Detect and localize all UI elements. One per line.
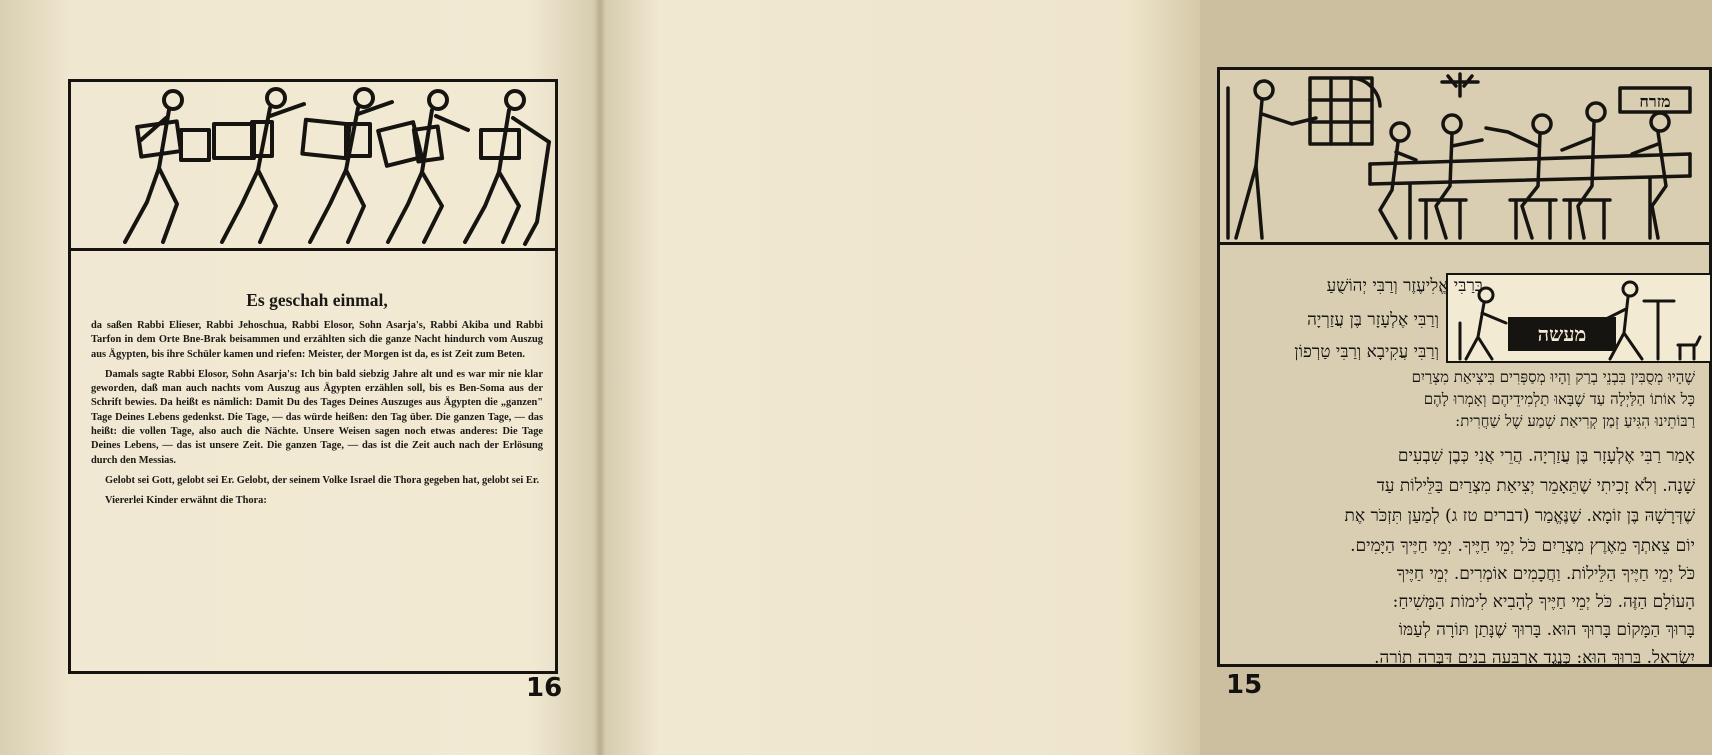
figure-4 (378, 91, 468, 242)
right-illustration-seder-table (1220, 70, 1709, 245)
page-number-right: 15 (1226, 670, 1263, 700)
hebrew-line-14: יִשְׂרָאֵל. בָּרוּךְ הוּא: כְּנֶגֶד אַרְבָּעָה בָנִים דִּבְּרָה תוֹרָה. (1374, 648, 1695, 668)
inset-illustration (1446, 273, 1712, 363)
right-page-frame (1217, 67, 1712, 667)
hebrew-line-4: שֶׁהָיוּ מְסֻבִּין בִּבְנֵי בְרַק וְהָיוּ מְסַפְּרִים בִּיצִיאַת מִצְרַיִם (1411, 368, 1695, 386)
standing-figure (1228, 81, 1316, 238)
paragraph-3: Gelobt sei Gott, gelobt sei Er. Gelobt, der seinem Volke Israel die Thora gegeben hat, gelobt sei Er. (105, 474, 540, 486)
hebrew-line-8: שָׁנָה. וְלֹא זָכִיתִי שֶׁתֵּאָמֵר יְצִיאַת מִצְרַיִם בַּלֵּילוֹת עַד (1376, 476, 1695, 496)
hebrew-line-2: וְרַבִּי אֶלְעָזָר בֶּן עֲזַרְיָה (1307, 310, 1439, 330)
left-page (0, 0, 600, 755)
window-drawing (1310, 78, 1380, 144)
left-page-frame (68, 79, 558, 674)
hebrew-line-12: הָעוֹלָם הַזֶּה. כֹּל יְמֵי חַיֶּיךָ לְהָבִיא לִימוֹת הַמָּשִׁיחַ: (1392, 592, 1695, 612)
hebrew-line-9: שֶׁדְּרָשָׁהּ בֶּן זוֹמָא. שֶׁנֶּאֱמַר (דברים טז ג) לְמַעַן תִּזְכֹּר אֶת (1344, 506, 1695, 526)
hebrew-line-13: בָּרוּךְ הַמָּקוֹם בָּרוּךְ הוּא. בָּרוּךְ שֶׁנָּתַן תּוֹרָה לְעַמּוֹ (1398, 620, 1695, 640)
figure-5 (465, 91, 549, 244)
inset-label: מעשה (1537, 322, 1587, 346)
figure-2 (214, 89, 304, 242)
left-page-text (91, 290, 543, 515)
figure-1 (125, 91, 209, 242)
chair-3 (1564, 200, 1610, 238)
paragraph-1: da saßen Rabbi Elieser, Rabbi Jehoschua, Rabbi Elosor, Sohn Asarja's, Rabbi Akiba und Rabbi Tarfon in dem Orte Bne-Brak beisammen und erzählten sich die ganze Nacht hindurch vom Auszug aus Ägypten, bis ihre Schüler kamen und riefen: Meister, der Morgen ist da, es ist Zeit zum Beten. (91, 320, 543, 360)
mizrach-sign: מזרח (1639, 92, 1671, 111)
hebrew-line-11: כֹּל יְמֵי חַיֶּיךָ הַלֵּילוֹת. וַחֲכָמִים אוֹמְרִים. יְמֵי חַיֶּיךָ (1396, 564, 1695, 584)
hebrew-line-5: כָּל אוֹתוֹ הַלַּיְלָה עַד שֶׁבָּאוּ תַלְמִידֵיהֶם וְאָמְרוּ לָהֶם (1423, 390, 1695, 408)
chandelier-drawing (1442, 74, 1478, 96)
page-number-left: 16 (526, 673, 563, 703)
section-heading: Es geschah einmal, (246, 290, 388, 310)
paragraph-2: Damals sagte Rabbi Elosor, Sohn Asarja's: Ich bin bald siebzig Jahre alt und es war mir nie klar geworden, daß man auch nachts vom Auszug aus Ägypten erzählen soll, bis es Ben-Soma aus der Schrift bewies. Da heißt es nämlich: Damit Du des Tages Deines Auszuges aus Ägypten die „ganzen" Tage Deines Lebens gedenkst. Die Tage, — das würde heißen: den Tag über. Die ganzen Tage, — das heißt: die vollen Tage, also auch die Nächte. Unsere Weisen sagen noch etwas anderes: Die Tage Deines Lebens, — das ist unsere Zeit. Die ganzen Tage, — das ist die Zeit auch nach der Erlösung durch den Messias. (91, 368, 543, 466)
hebrew-line-10: יוֹם צֵאתְךָ מֵאֶרֶץ מִצְרַיִם כֹּל יְמֵי חַיֶּיךָ. יְמֵי חַיֶּיךָ הַיָּמִים. (1350, 536, 1695, 556)
marching-figures-drawing (71, 82, 555, 248)
hebrew-line-7: אָמַר רַבִּי אֶלְעָזָר בֶּן עֲזַרְיָה. הֲרֵי אֲנִי כְּבֶן שִׁבְעִים (1397, 446, 1695, 466)
hebrew-line-3: וְרַבִּי עֲקִיבָא וְרַבִּי טַרְפוֹן (1294, 342, 1439, 362)
figure-3 (302, 89, 392, 242)
seated-figure-3 (1486, 115, 1551, 238)
inset-drawing (1448, 275, 1710, 361)
chair-2 (1510, 200, 1556, 238)
paragraph-4: Viererlei Kinder erwähnt die Thora: (105, 495, 267, 507)
left-illustration-marching-figures (71, 82, 555, 251)
hebrew-line-6: רַבּוֹתֵינוּ הִגִּיעַ זְמַן קְרִיאַת שְׁמַע שֶׁל שַׁחֲרִית: (1455, 412, 1695, 430)
seder-table-drawing (1220, 70, 1709, 242)
hebrew-line-1: בְּרַבִּי אֱלִיעֶזֶר וְרַבִּי יְהוֹשֻׁעַ (1326, 276, 1483, 296)
right-page (600, 0, 1695, 755)
